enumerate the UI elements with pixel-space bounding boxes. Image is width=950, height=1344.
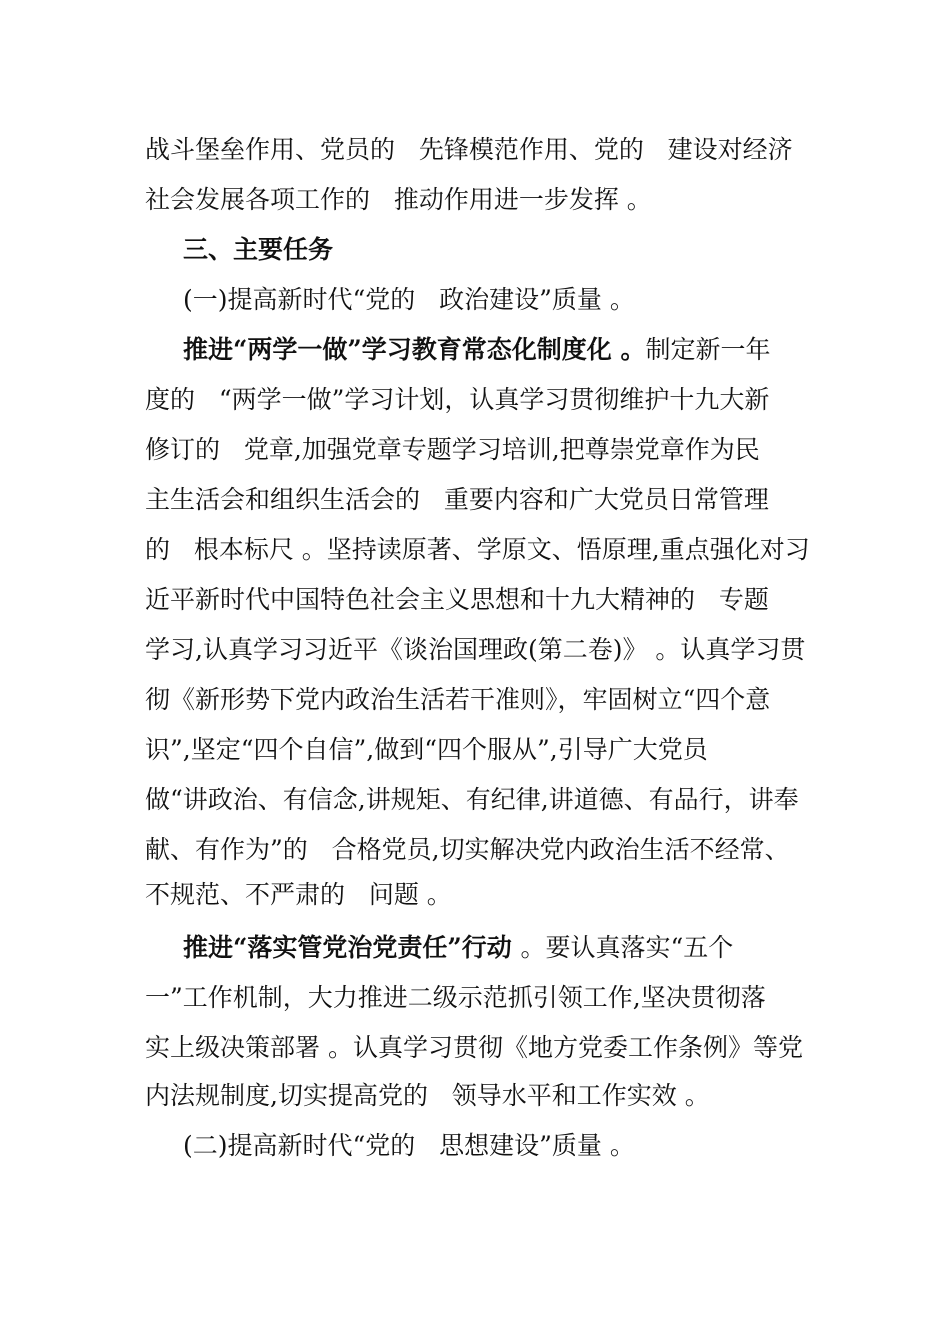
paragraph-line: 彻《新形势下党内政治生活若干准则》，牢固树立“四个意	[145, 685, 771, 714]
paragraph-line: 修订的 党章,加强党章专题学习培训,把尊崇党章作为民	[145, 435, 760, 464]
paragraph-line: 一”工作机制，大力推进二级示范抓引领工作,坚决贯彻落	[145, 983, 766, 1012]
paragraph-line: 主生活会和组织生活会的 重要内容和广大党员日常管理	[145, 485, 769, 514]
paragraph-line: 识”,坚定“四个自信”,做到“四个服从”,引导广大党员	[145, 735, 708, 764]
paragraph-line: 实上级决策部署 。认真学习贯彻《地方党委工作条例》等党	[145, 1033, 803, 1062]
paragraph-line: 不规范、不严肃的 问题 。	[145, 880, 452, 909]
section-heading: 三、主要任务	[183, 235, 334, 264]
paragraph-line	[183, 928, 815, 968]
paragraph-line	[183, 330, 815, 370]
bold-lead-text: 推进“落实管党治党责任”行动	[183, 933, 521, 962]
subsection-heading: (二)提高新时代“党的 思想建设”质量 。	[183, 1131, 635, 1160]
paragraph-line: 社会发展各项工作的 推动作用进一步发挥 。	[145, 185, 652, 214]
paragraph-line: 献、有作为”的 合格党员,切实解决党内政治生活不经常、	[145, 835, 790, 864]
subsection-heading: (一)提高新时代“党的 政治建设”质量 。	[183, 285, 635, 314]
paragraph-line: 做“讲政治、有信念,讲规矩、有纪律,讲道德、有品行，讲奉	[145, 785, 799, 814]
paragraph-text: 。要认真落实“五个	[520, 933, 734, 962]
paragraph-text: 制定新一年	[645, 335, 771, 364]
paragraph-line: 学习,认真学习习近平《谈治国理政(第二卷)》 。认真学习贯	[145, 635, 806, 664]
bold-lead-text: 推进“两学一做”学习教育常态化制度化 。	[183, 335, 646, 364]
paragraph-line: 内法规制度,切实提高党的 领导水平和工作实效 。	[145, 1081, 710, 1110]
paragraph-line: 战斗堡垒作用、党员的 先锋模范作用、党的 建设对经济	[145, 135, 793, 164]
paragraph-line: 度的 “两学一做”学习计划，认真学习贯彻维护十九大新	[145, 385, 770, 414]
paragraph-line: 近平新时代中国特色社会主义思想和十九大精神的 专题	[145, 585, 769, 614]
paragraph-line: 的 根本标尺 。坚持读原著、学原文、悟原理,重点强化对习	[145, 535, 810, 564]
